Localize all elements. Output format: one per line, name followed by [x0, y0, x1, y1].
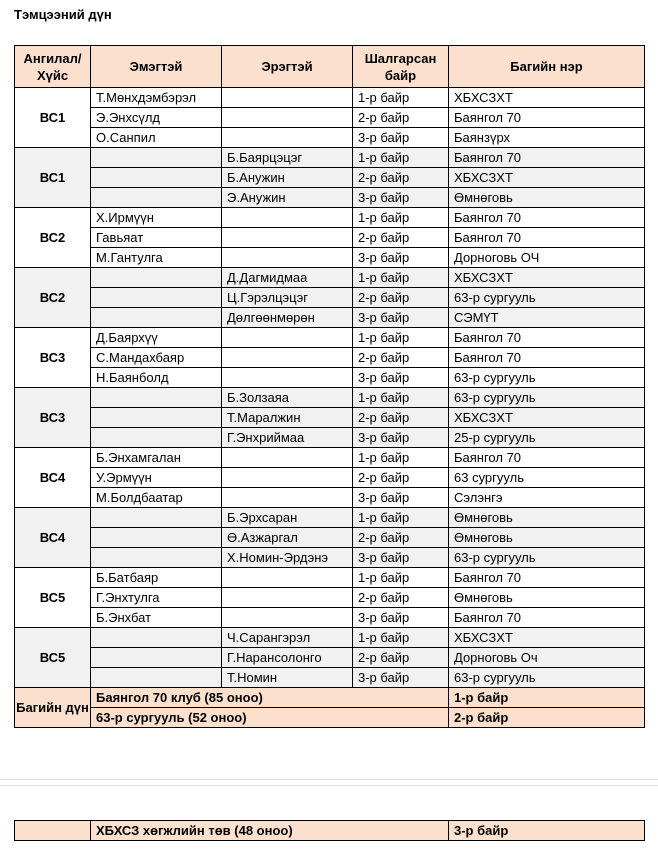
place-cell: 1-р байр [353, 508, 449, 528]
table-row [15, 408, 645, 428]
male-name-cell: Д.Дагмидмаа [222, 268, 353, 288]
female-name-cell: М.Гантулга [91, 248, 222, 268]
male-name-cell: Дөлгөөнмөрөн [222, 308, 353, 328]
male-name-cell [222, 228, 353, 248]
male-name-cell: Б.Анужин [222, 168, 353, 188]
place-cell: 1-р байр [353, 388, 449, 408]
team-name: 63-р сургууль (52 оноо) [91, 708, 449, 728]
female-name-cell: М.Болдбаатар [91, 488, 222, 508]
header-category: Ангилал/ Хүйс [15, 46, 91, 88]
club-cell: Сэлэнгэ [449, 488, 645, 508]
club-cell: ХБХСЗХТ [449, 628, 645, 648]
place-cell: 2-р байр [353, 408, 449, 428]
table-row [15, 128, 645, 148]
category-cell: ВС5 [15, 628, 91, 688]
place-cell: 3-р байр [353, 368, 449, 388]
male-name-cell [222, 488, 353, 508]
male-name-cell: Ц.Гэрэлцэцэг [222, 288, 353, 308]
table-row [15, 628, 645, 648]
table-row [15, 468, 645, 488]
female-name-cell [91, 288, 222, 308]
club-cell: Баянгол 70 [449, 328, 645, 348]
male-name-cell [222, 568, 353, 588]
category-cell: ВС1 [15, 88, 91, 148]
table-row [15, 188, 645, 208]
footer-empty-cell [15, 821, 91, 841]
table-row [15, 228, 645, 248]
club-cell: 63-р сургууль [449, 288, 645, 308]
place-cell: 3-р байр [353, 128, 449, 148]
male-name-cell [222, 88, 353, 108]
team-result-row [15, 708, 645, 728]
club-cell: 63 сургууль [449, 468, 645, 488]
category-cell: ВС2 [15, 208, 91, 268]
male-name-cell [222, 128, 353, 148]
header-club: Багийн нэр [449, 46, 645, 88]
place-cell: 3-р байр [353, 608, 449, 628]
club-cell: ХБХСЗХТ [449, 268, 645, 288]
category-cell: ВС1 [15, 148, 91, 208]
female-name-cell: У.Эрмүүн [91, 468, 222, 488]
male-name-cell [222, 448, 353, 468]
club-cell: Баянгол 70 [449, 148, 645, 168]
table-row [15, 508, 645, 528]
team-results-label: Багийн дүн [15, 688, 91, 728]
place-cell: 3-р байр [353, 308, 449, 328]
female-name-cell [91, 628, 222, 648]
table-row [15, 308, 645, 328]
male-name-cell [222, 608, 353, 628]
club-cell: Баянзүрх [449, 128, 645, 148]
female-name-cell: С.Мандахбаяр [91, 348, 222, 368]
female-name-cell [91, 548, 222, 568]
category-cell: ВС5 [15, 568, 91, 628]
place-cell: 3-р байр [353, 548, 449, 568]
club-cell: 63-р сургууль [449, 668, 645, 688]
club-cell: Өмнөговь [449, 508, 645, 528]
male-name-cell: Ч.Сарангэрэл [222, 628, 353, 648]
table-row [15, 388, 645, 408]
male-name-cell: Т.Маралжин [222, 408, 353, 428]
team-place: 2-р байр [449, 708, 645, 728]
team-name: ХБХСЗ хөгжлийн төв (48 оноо) [91, 821, 449, 841]
club-cell: Өмнөговь [449, 588, 645, 608]
page-divider [0, 779, 658, 780]
place-cell: 2-р байр [353, 348, 449, 368]
table-row [15, 148, 645, 168]
female-name-cell: Б.Энхамгалан [91, 448, 222, 468]
female-name-cell [91, 268, 222, 288]
male-name-cell: Б.Баярцэцэг [222, 148, 353, 168]
footer-table [14, 820, 645, 841]
table-row [15, 328, 645, 348]
female-name-cell [91, 308, 222, 328]
club-cell: Баянгол 70 [449, 348, 645, 368]
place-cell: 3-р байр [353, 188, 449, 208]
place-cell: 1-р байр [353, 568, 449, 588]
male-name-cell [222, 328, 353, 348]
female-name-cell [91, 648, 222, 668]
female-name-cell: Б.Энхбат [91, 608, 222, 628]
team-result-row [15, 688, 645, 708]
female-name-cell: Г.Энхтулга [91, 588, 222, 608]
place-cell: 1-р байр [353, 88, 449, 108]
club-cell: Дорноговь Оч [449, 648, 645, 668]
club-cell: Өмнөговь [449, 528, 645, 548]
club-cell: ХБХСЗХТ [449, 408, 645, 428]
female-name-cell: Б.Батбаяр [91, 568, 222, 588]
team-result-row [15, 821, 645, 841]
place-cell: 3-р байр [353, 668, 449, 688]
female-name-cell: Х.Ирмүүн [91, 208, 222, 228]
table-row [15, 548, 645, 568]
header-female: Эмэгтэй [91, 46, 222, 88]
male-name-cell: Г.Энхриймаа [222, 428, 353, 448]
place-cell: 2-р байр [353, 288, 449, 308]
club-cell: 63-р сургууль [449, 548, 645, 568]
place-cell: 1-р байр [353, 328, 449, 348]
male-name-cell [222, 468, 353, 488]
table-row [15, 248, 645, 268]
header-place: Шалгарсан байр [353, 46, 449, 88]
table-row [15, 348, 645, 368]
club-cell: Баянгол 70 [449, 608, 645, 628]
female-name-cell [91, 508, 222, 528]
table-row [15, 288, 645, 308]
table-row [15, 108, 645, 128]
female-name-cell: Д.Баярхүү [91, 328, 222, 348]
table-row [15, 488, 645, 508]
category-cell: ВС2 [15, 268, 91, 328]
place-cell: 3-р байр [353, 248, 449, 268]
club-cell: Дорноговь ОЧ [449, 248, 645, 268]
male-name-cell [222, 108, 353, 128]
male-name-cell: Х.Номин-Эрдэнэ [222, 548, 353, 568]
table-row [15, 568, 645, 588]
male-name-cell [222, 368, 353, 388]
male-name-cell: Б.Эрхсаран [222, 508, 353, 528]
results-table [14, 45, 645, 728]
club-cell: 63-р сургууль [449, 388, 645, 408]
female-name-cell [91, 668, 222, 688]
female-name-cell [91, 408, 222, 428]
category-cell: ВС3 [15, 388, 91, 448]
female-name-cell: Т.Мөнхдэмбэрэл [91, 88, 222, 108]
place-cell: 2-р байр [353, 648, 449, 668]
table-row [15, 428, 645, 448]
header-male: Эрэгтэй [222, 46, 353, 88]
male-name-cell: Э.Анужин [222, 188, 353, 208]
club-cell: ХБХСЗХТ [449, 168, 645, 188]
category-cell: ВС4 [15, 508, 91, 568]
table-row [15, 168, 645, 188]
club-cell: Баянгол 70 [449, 448, 645, 468]
club-cell: Баянгол 70 [449, 108, 645, 128]
team-place: 1-р байр [449, 688, 645, 708]
female-name-cell: О.Санпил [91, 128, 222, 148]
female-name-cell: Э.Энхсүлд [91, 108, 222, 128]
page-title: Тэмцээний дүн [14, 7, 112, 22]
club-cell: Баянгол 70 [449, 208, 645, 228]
table-row [15, 588, 645, 608]
male-name-cell: Б.Золзаяа [222, 388, 353, 408]
male-name-cell [222, 208, 353, 228]
place-cell: 3-р байр [353, 428, 449, 448]
header-row [15, 46, 645, 88]
female-name-cell: Гавьяат [91, 228, 222, 248]
place-cell: 1-р байр [353, 208, 449, 228]
club-cell: Баянгол 70 [449, 228, 645, 248]
place-cell: 1-р байр [353, 268, 449, 288]
page-divider [0, 785, 658, 786]
table-row [15, 448, 645, 468]
male-name-cell: Г.Наранcолонго [222, 648, 353, 668]
place-cell: 2-р байр [353, 228, 449, 248]
place-cell: 2-р байр [353, 528, 449, 548]
category-cell: ВС4 [15, 448, 91, 508]
club-cell: 63-р сургууль [449, 368, 645, 388]
male-name-cell [222, 248, 353, 268]
place-cell: 3-р байр [353, 488, 449, 508]
place-cell: 2-р байр [353, 108, 449, 128]
place-cell: 2-р байр [353, 468, 449, 488]
female-name-cell: Н.Баянболд [91, 368, 222, 388]
female-name-cell [91, 168, 222, 188]
club-cell: Өмнөговь [449, 188, 645, 208]
table-row [15, 608, 645, 628]
female-name-cell [91, 528, 222, 548]
female-name-cell [91, 188, 222, 208]
club-cell: 25-р сургууль [449, 428, 645, 448]
male-name-cell [222, 588, 353, 608]
male-name-cell: Ө.Азжаргал [222, 528, 353, 548]
table-row [15, 268, 645, 288]
club-cell: СЭМҮТ [449, 308, 645, 328]
place-cell: 2-р байр [353, 168, 449, 188]
place-cell: 1-р байр [353, 448, 449, 468]
team-name: Баянгол 70 клуб (85 оноо) [91, 688, 449, 708]
place-cell: 1-р байр [353, 628, 449, 648]
place-cell: 1-р байр [353, 148, 449, 168]
table-row [15, 668, 645, 688]
female-name-cell [91, 148, 222, 168]
table-row [15, 368, 645, 388]
female-name-cell [91, 428, 222, 448]
place-cell: 2-р байр [353, 588, 449, 608]
category-cell: ВС3 [15, 328, 91, 388]
male-name-cell: Т.Номин [222, 668, 353, 688]
female-name-cell [91, 388, 222, 408]
table-row [15, 648, 645, 668]
male-name-cell [222, 348, 353, 368]
table-row [15, 208, 645, 228]
table-row [15, 528, 645, 548]
club-cell: Баянгол 70 [449, 568, 645, 588]
team-place: 3-р байр [449, 821, 645, 841]
club-cell: ХБХСЗХТ [449, 88, 645, 108]
table-row [15, 88, 645, 108]
